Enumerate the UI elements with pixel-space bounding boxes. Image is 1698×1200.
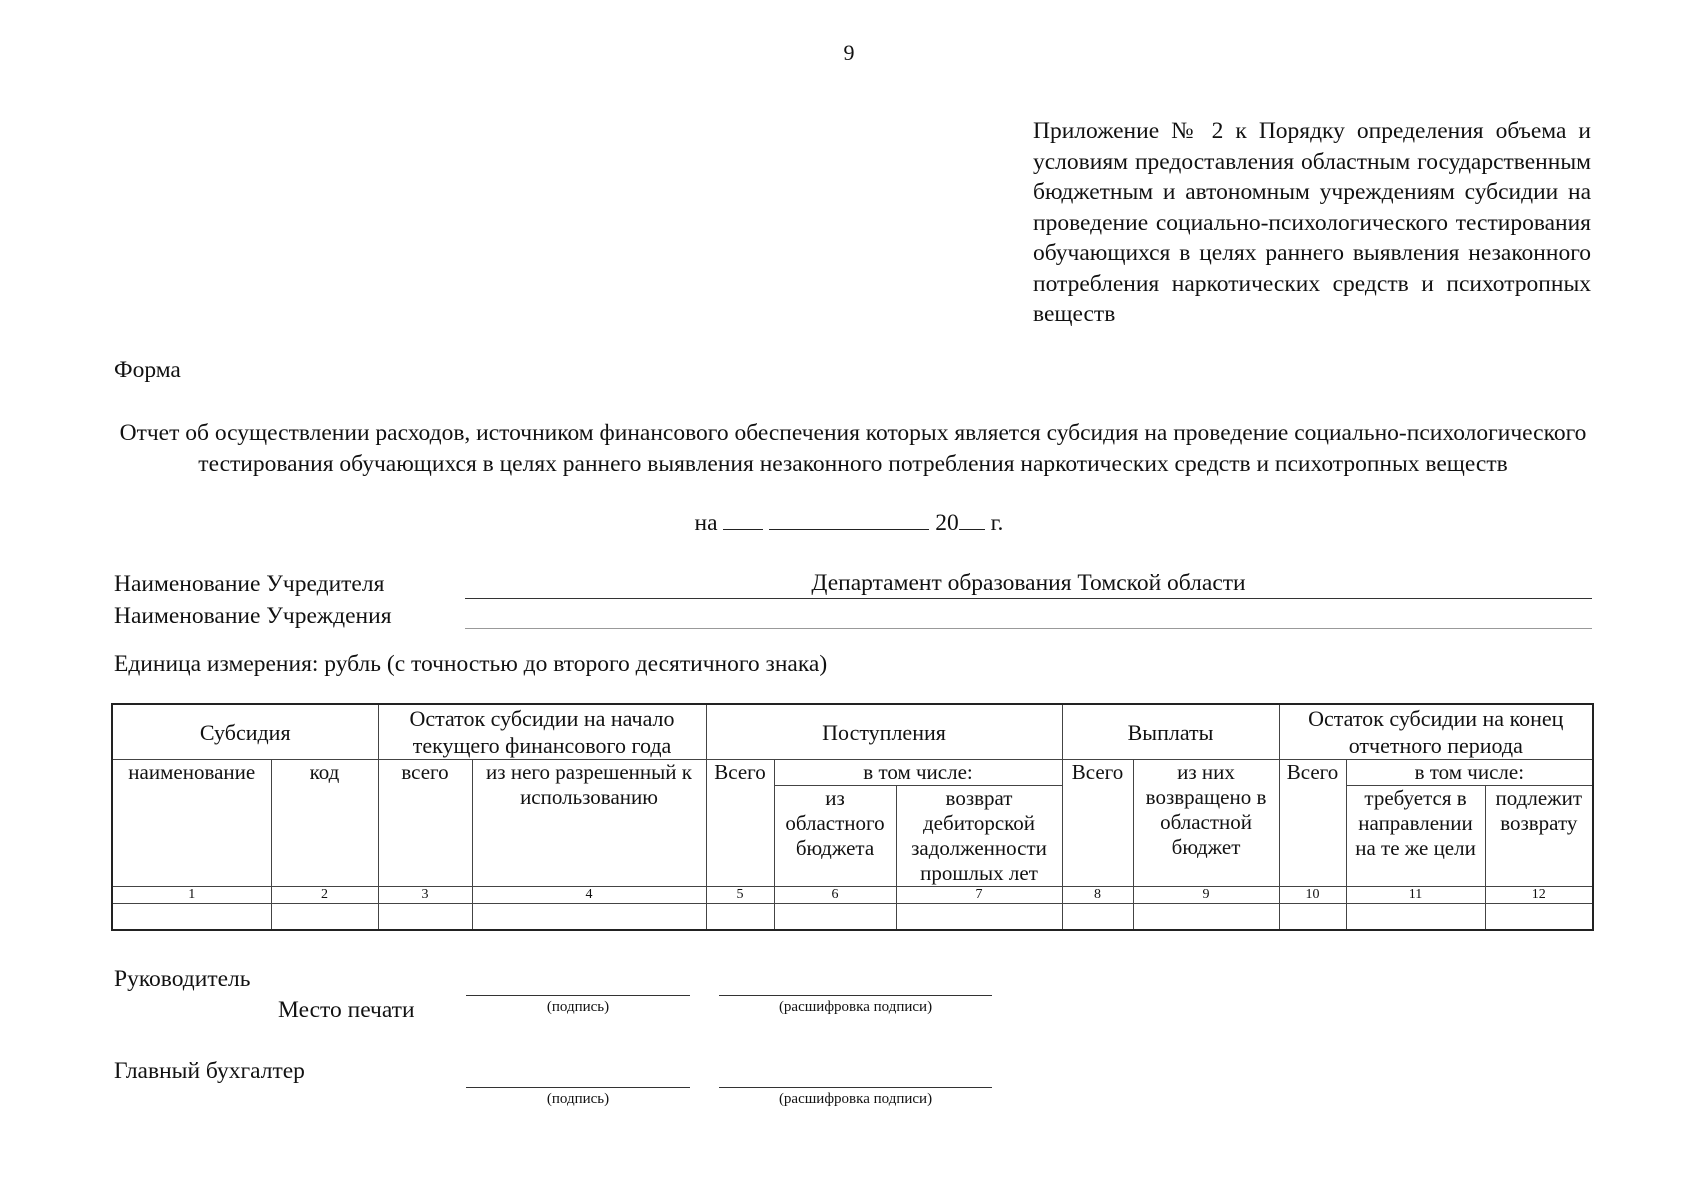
date-suffix: г. (990, 510, 1004, 536)
accountant-signature-caption: (подпись) (546, 1091, 610, 1107)
col-returned-header: из них возвращено в областной бюджет (1133, 760, 1279, 887)
col-number: 3 (378, 887, 472, 904)
col-number: 10 (1279, 887, 1346, 904)
col-number: 11 (1346, 887, 1485, 904)
day-blank[interactable] (723, 509, 763, 530)
institution-label: Наименование Учреждения (114, 603, 392, 629)
table-cell[interactable] (1279, 904, 1346, 931)
unit-of-measure: Единица измерения: рубль (с точностью до второго десятичного знака) (114, 651, 828, 677)
col-end-total-header: Всего (1279, 760, 1346, 887)
head-signature-line[interactable] (466, 994, 690, 996)
year-blank[interactable] (959, 509, 985, 530)
col-number: 7 (896, 887, 1062, 904)
group-balance-start-header: Остаток субсидии на начало текущего финансового года (378, 704, 706, 760)
report-title: Отчет об осуществлении расходов, источником финансового обеспечения которых является субсидия на проведение социально-психологического тестирования обучающихся в целях раннего выявления незаконного потребления наркотических средств и психотропных веществ (119, 420, 1587, 477)
head-name-line[interactable] (719, 994, 992, 996)
page-number: 9 (843, 40, 855, 65)
year-prefix: 20 (935, 510, 959, 536)
col-to-return-header: подлежит возврату (1485, 786, 1593, 887)
col-receipts-incl-header: в том числе: (774, 760, 1062, 786)
institution-field[interactable] (465, 598, 1592, 629)
col-number: 4 (472, 887, 706, 904)
group-payments-header: Выплаты (1062, 704, 1279, 760)
col-number: 8 (1062, 887, 1133, 904)
table-cell[interactable] (1485, 904, 1593, 931)
col-total-header: всего (378, 760, 472, 887)
col-from-budget-header: из областного бюджета (774, 786, 896, 887)
seal-label: Место печати (278, 997, 415, 1023)
table-cell[interactable] (112, 904, 271, 931)
col-number: 5 (706, 887, 774, 904)
appendix-note: Приложение № 2 к Порядку определения объема и условиям предоставления областным государственным бюджетным и автономным учреждениям субсидии на проведение социально-психологического тестирования обучающихся в целях раннего выявления незаконного потребления наркотических средств и психотропных веществ (1033, 118, 1591, 327)
col-number: 12 (1485, 887, 1593, 904)
table-cell[interactable] (896, 904, 1062, 931)
col-end-incl-header: в том числе: (1346, 760, 1593, 786)
table-cell[interactable] (378, 904, 472, 931)
table-cell[interactable] (1346, 904, 1485, 931)
table-cell[interactable] (1062, 904, 1133, 931)
col-payments-total-header: Всего (1062, 760, 1133, 887)
table-cell[interactable] (774, 904, 896, 931)
accountant-name-caption: (расшифровка подписи) (778, 1091, 933, 1107)
founder-field[interactable]: Департамент образования Томской области (465, 568, 1592, 599)
col-code-header: код (271, 760, 378, 887)
col-number: 9 (1133, 887, 1279, 904)
head-label: Руководитель (114, 966, 251, 992)
table-cell[interactable] (472, 904, 706, 931)
group-balance-end-header: Остаток субсидии на конец отчетного периода (1279, 704, 1593, 760)
group-subsidy-header: Субсидия (112, 704, 378, 760)
col-debt-return-header: возврат дебиторской задолженности прошлых лет (896, 786, 1062, 887)
group-receipts-header: Поступления (706, 704, 1062, 760)
col-number: 2 (271, 887, 378, 904)
founder-label: Наименование Учредителя (114, 571, 385, 597)
form-label: Форма (114, 357, 181, 383)
report-date-line (0, 509, 1698, 537)
date-prefix: на (694, 510, 718, 536)
head-name-caption: (расшифровка подписи) (778, 999, 933, 1015)
col-number: 1 (112, 887, 271, 904)
col-allowed-header: из него разрешенный к использованию (472, 760, 706, 887)
col-receipts-total-header: Всего (706, 760, 774, 887)
report-table (111, 703, 1594, 931)
col-name-header: наименование (112, 760, 271, 887)
table-cell[interactable] (1133, 904, 1279, 931)
table-cell[interactable] (271, 904, 378, 931)
accountant-label: Главный бухгалтер (114, 1058, 305, 1084)
accountant-name-line[interactable] (719, 1086, 992, 1088)
accountant-signature-line[interactable] (466, 1086, 690, 1088)
month-blank[interactable] (769, 509, 929, 530)
table-cell[interactable] (706, 904, 774, 931)
head-signature-caption: (подпись) (546, 999, 610, 1015)
col-required-header: требуется в направлении на те же цели (1346, 786, 1485, 887)
col-number: 6 (774, 887, 896, 904)
